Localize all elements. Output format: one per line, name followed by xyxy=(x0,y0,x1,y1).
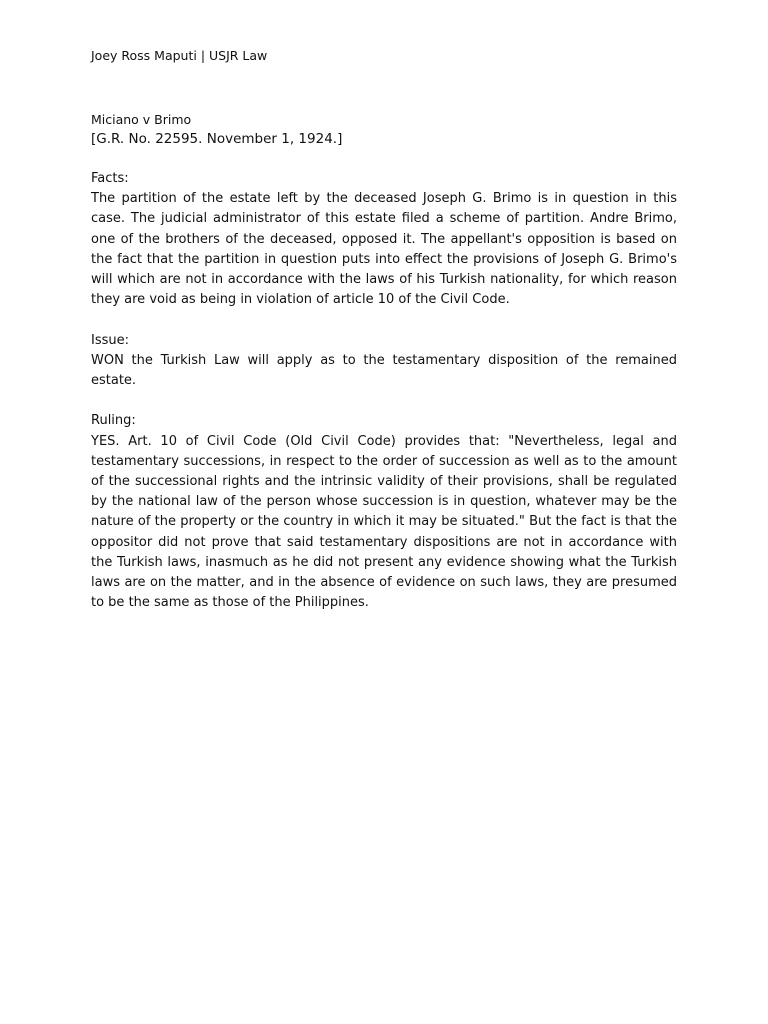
author-header: Joey Ross Maputi | USJR Law xyxy=(91,48,268,63)
ruling-heading: Ruling: xyxy=(91,413,136,429)
facts-heading: Facts: xyxy=(91,171,129,186)
issue-heading: Issue: xyxy=(91,332,129,348)
ruling-paragraph: YES. Art. 10 of Civil Code (Old Civil Code) provides that: "Nevertheless, legal and testamentary successions, in respect to the order of succession as well as to the amount of the successional rights and the intrinsic validity of their provisions, shall be regulated by the national law of the person whose succession is in question, whatever may be the nature of the property or the country in which it may be situated." But the fact is that the oppositor did not prove that said testamentary dispositions are not in accordance with the Turkish laws, inasmuch as he did not present any evidence showing what the Turkish laws are on the matter, and in the absence of evidence on such laws, they are presumed to be the same as those of the Philippines. xyxy=(91,433,677,611)
case-citation: [G.R. No. 22595. November 1, 1924.] xyxy=(91,131,343,147)
facts-paragraph: The partition of the estate left by the deceased Joseph G. Brimo is in question in this case. The judicial administrator of this estate filed a scheme of partition. Andre Brimo, one of the brothers of the deceased, opposed it. The appellant's opposition is based on the fact that the partition in question puts into effect the provisions of Joseph G. Brimo's will which are not in accordance with the laws of his Turkish nationality, for which reason they are void as being in violation of article 10 of the Civil Code. xyxy=(91,191,677,308)
document-page xyxy=(91,47,677,613)
issue-paragraph: WON the Turkish Law will apply as to the testamentary disposition of the remained estate. xyxy=(91,352,677,389)
case-title: Miciano v Brimo xyxy=(91,112,192,127)
